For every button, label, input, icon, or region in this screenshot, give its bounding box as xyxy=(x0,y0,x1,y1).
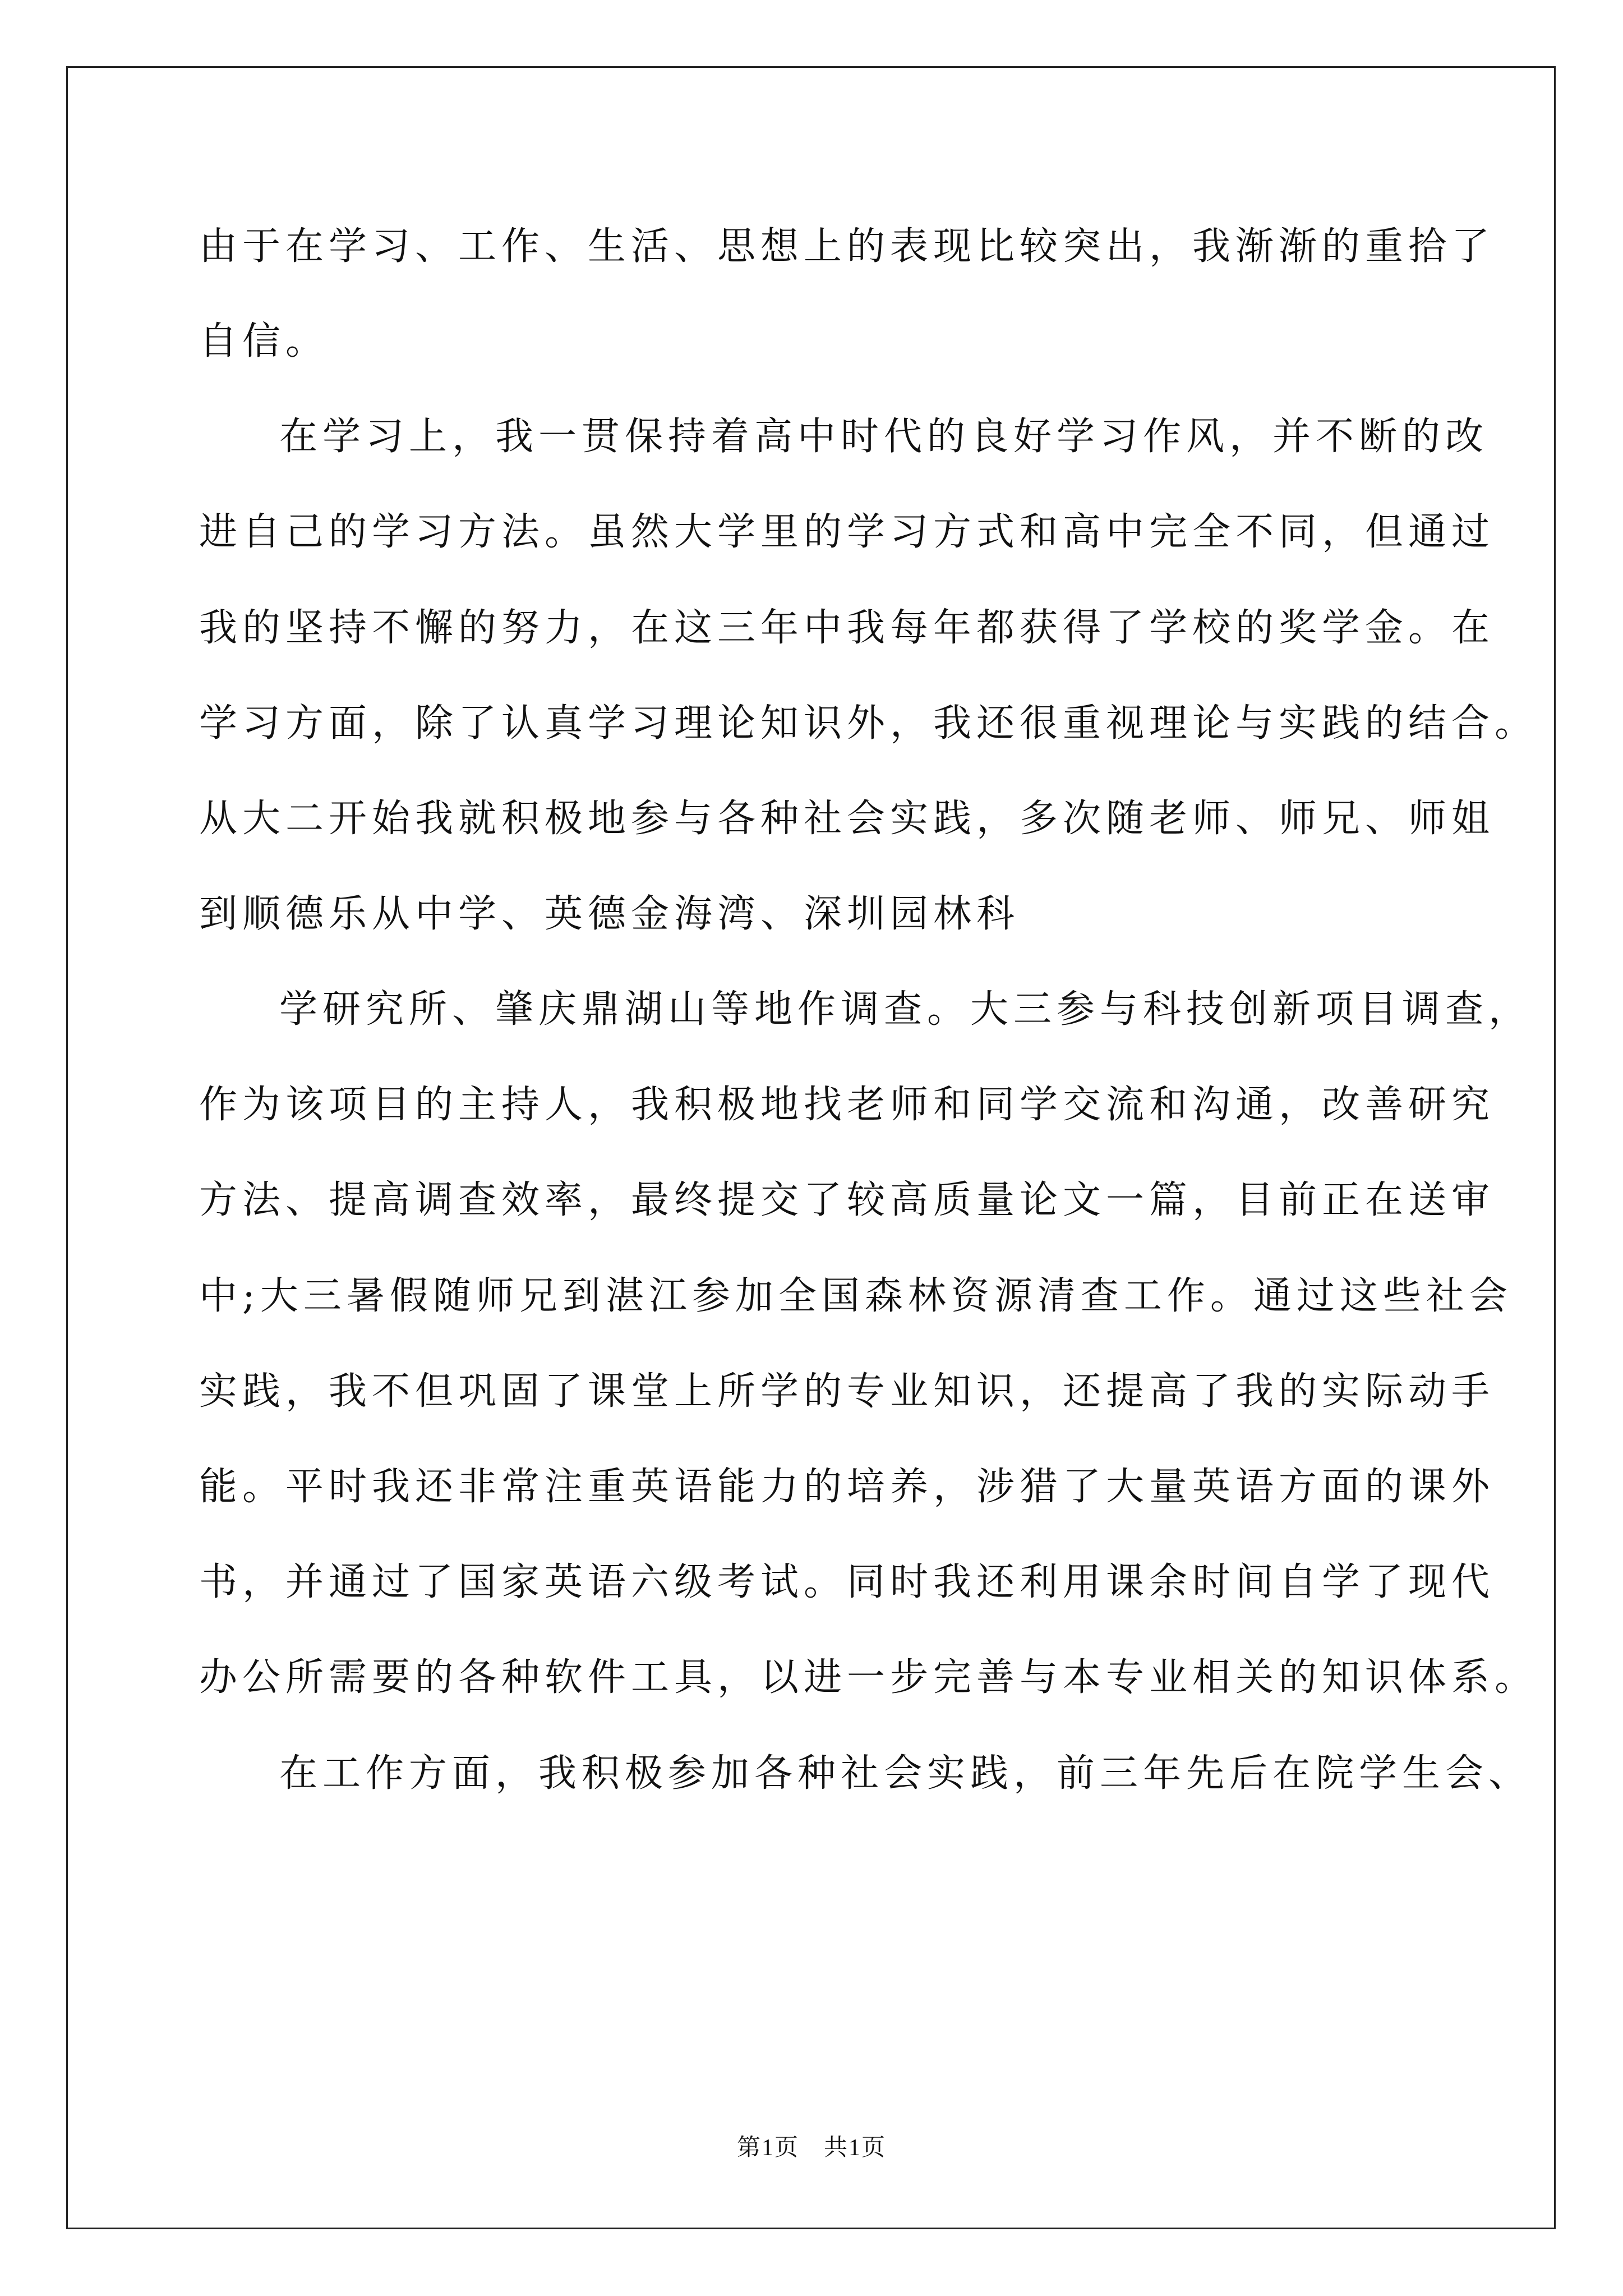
body-line: 能。平时我还非常注重英语能力的培养，涉猎了大量英语方面的课外 xyxy=(199,1465,1495,1509)
body-line: 实践，我不但巩固了课堂上所学的专业知识，还提高了我的实际动手 xyxy=(199,1369,1495,1414)
body-line: 作为该项目的主持人，我积极地找老师和同学交流和沟通，改善研究 xyxy=(199,1083,1495,1127)
body-line: 进自己的学习方法。虽然大学里的学习方式和高中完全不同，但通过 xyxy=(199,510,1495,554)
body-line: 学习方面，除了认真学习理论知识外，我还很重视理论与实践的结合。 xyxy=(199,701,1538,746)
body-line: 书，并通过了国家英语六级考试。同时我还利用课余时间自学了现代 xyxy=(199,1560,1495,1604)
body-line: 我的坚持不懈的努力，在这三年中我每年都获得了学校的奖学金。在 xyxy=(199,606,1495,650)
page-number-footer: 第1页 共1页 xyxy=(736,2135,886,2161)
body-line: 到顺德乐从中学、英德金海湾、深圳园林科 xyxy=(199,892,1020,936)
body-line: 自信。 xyxy=(199,319,329,364)
paragraph-start-line: 在学习上，我一贯保持着高中时代的良好学习作风，并不断的改 xyxy=(279,415,1489,459)
paragraph-start-line: 学研究所、肇庆鼎湖山等地作调查。大三参与科技创新项目调查， xyxy=(279,987,1532,1032)
paragraph-start-line: 在工作方面，我积极参加各种社会实践，前三年先后在院学生会、 xyxy=(279,1751,1532,1796)
body-line: 办公所需要的各种软件工具，以进一步完善与本专业相关的知识体系。 xyxy=(199,1655,1538,1700)
body-line: 中;大三暑假随师兄到湛江参加全国森林资源清查工作。通过这些社会 xyxy=(199,1274,1513,1318)
body-line: 方法、提高调查效率，最终提交了较高质量论文一篇，目前正在送审 xyxy=(199,1178,1495,1222)
body-line: 从大二开始我就积极地参与各种社会实践，多次随老师、师兄、师姐 xyxy=(199,797,1495,841)
page-border xyxy=(66,66,1556,2229)
body-line: 由于在学习、工作、生活、思想上的表现比较突出，我渐渐的重拾了 xyxy=(199,224,1495,269)
